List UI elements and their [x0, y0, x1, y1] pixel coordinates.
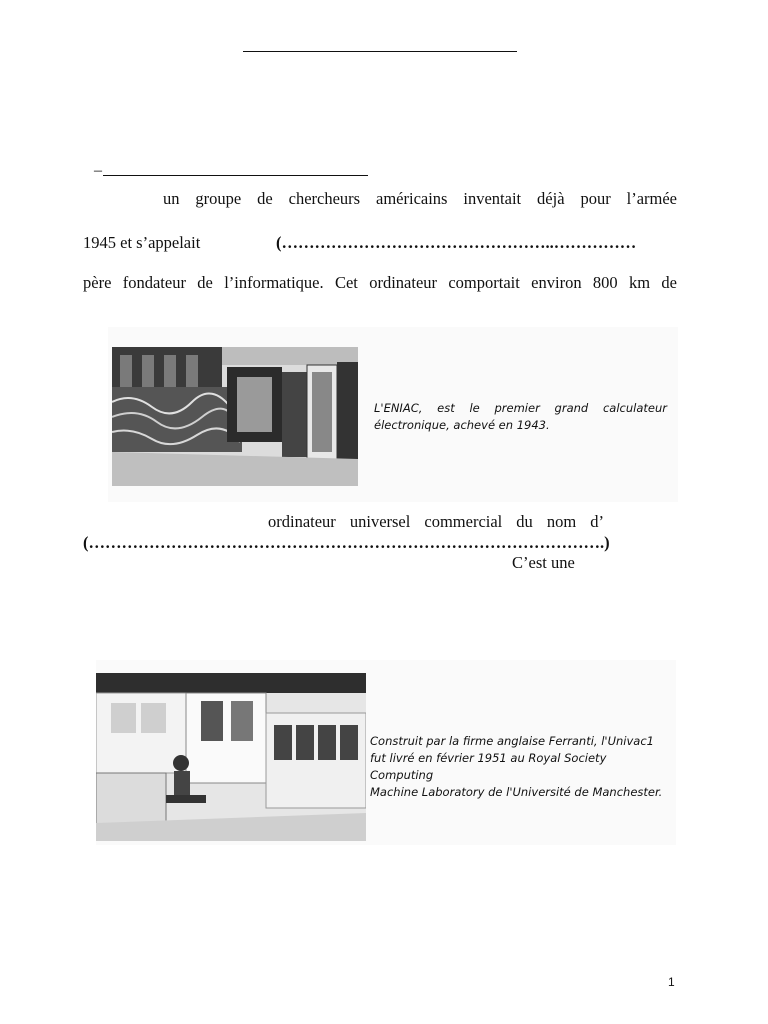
title-underline: [243, 51, 517, 52]
page-number: 1: [668, 975, 675, 989]
eniac-photo: [112, 347, 358, 486]
ferranti-photo: [96, 673, 366, 841]
subheading-dash: –: [94, 162, 102, 179]
ferranti-photo-image: [96, 673, 366, 841]
ferranti-caption-line-2: fut livré en février 1951 au Royal Society Computing: [370, 751, 607, 782]
paragraph2-line-2-blank: (………………………………………………………………………………….): [83, 533, 610, 552]
eniac-photo-image: [112, 347, 358, 486]
subheading-underline: [103, 175, 368, 176]
paragraph2-line-1: ordinateur universel commercial du nom d’: [268, 512, 604, 531]
paragraph2-line-3: C’est une: [512, 553, 575, 572]
eniac-caption: [374, 400, 667, 434]
ferranti-caption-line-1: Construit par la firme anglaise Ferranti, l'Univac1: [370, 734, 654, 748]
ferranti-caption: [370, 733, 670, 801]
paragraph-line-3: père fondateur de l’informatique. Cet ordinateur comportait environ 800 km de: [83, 273, 677, 292]
paragraph-line-1: un groupe de chercheurs américains inventait déjà pour l’armée: [163, 189, 677, 208]
paragraph-line-2-start: 1945 et s’appelait: [83, 233, 201, 252]
eniac-caption-line-2: électronique, achevé en 1943.: [374, 418, 550, 432]
eniac-caption-line-1: L'ENIAC, est le premier grand calculateur: [374, 401, 667, 415]
paragraph-line-2-blank: (…………………………………………..……………: [276, 233, 637, 252]
ferranti-caption-line-3: Machine Laboratory de l'Université de Manchester.: [370, 785, 663, 799]
